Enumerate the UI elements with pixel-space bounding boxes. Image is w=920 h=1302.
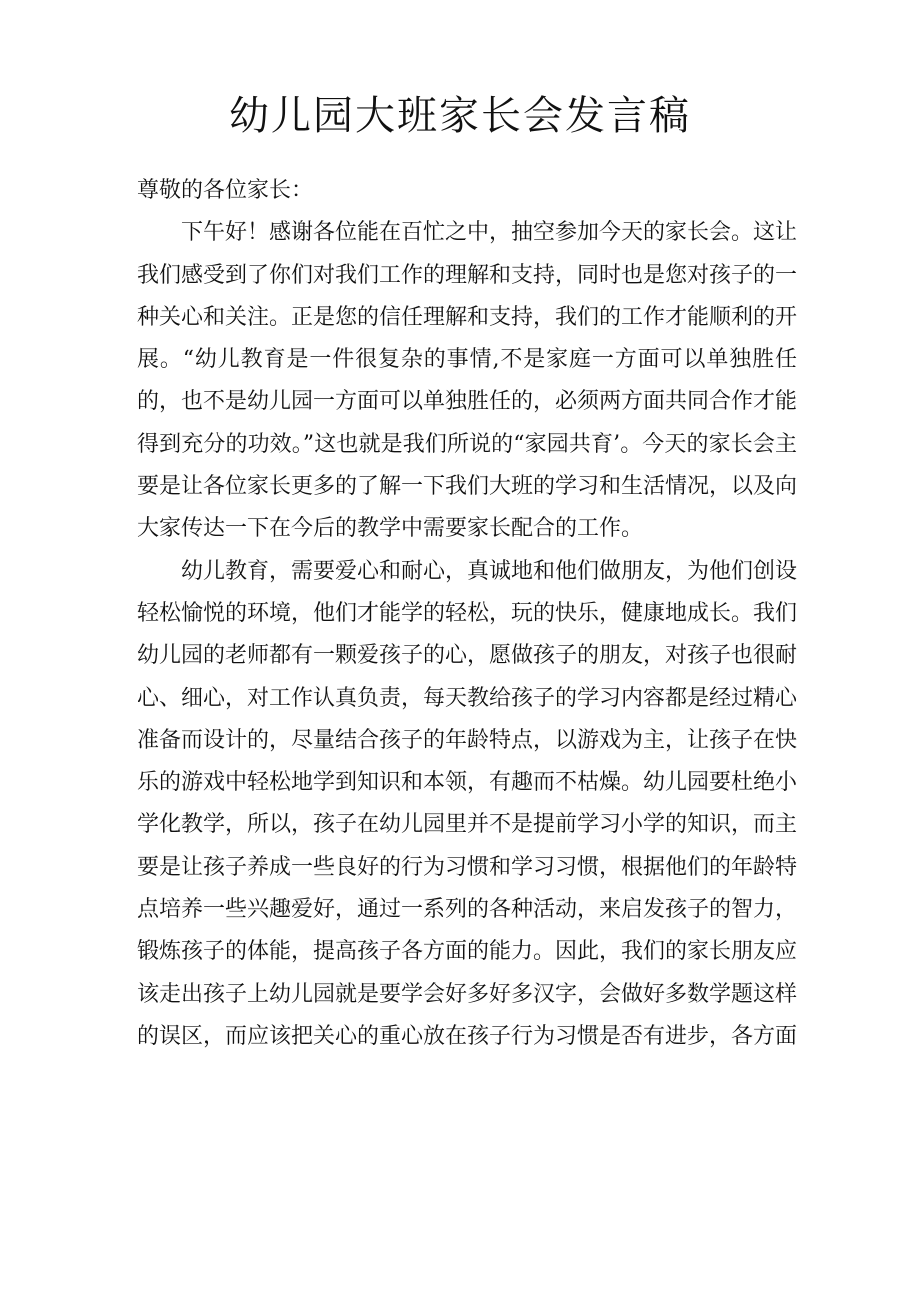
salutation: 尊敬的各位家长： — [137, 178, 314, 203]
document-title: 幼儿园大班家长会发言稿 — [229, 93, 691, 139]
paragraph-2: 幼儿教育，需要爱心和耐心，真诚地和他们做朋友，为他们创设轻松愉悦的环境，他们才能学的轻松，玩的快乐，健康地成长。我们幼儿园的老师都有一颗爱孩子的心，愿做孩子的朋友，对孩子也很耐心、细心，对工作认真负责，每天教给孩子的学习内容都是经过精心准备而设计的，尽量结合孩子的年龄特点，以游戏为主，让孩子在快乐的游戏中轻松地学到知识和本领，有趣而不枯燥。幼儿园要杜绝小学化教学，所以，孩子在幼儿园里并不是提前学习小学的知识，而主要是让孩子养成一些良好的行为习惯和学习习惯，根据他们的年龄特点培养一些兴趣爱好，通过一系列的各种活动，来启发孩子的智力，锻炼孩子的体能，提高孩子各方面的能力。因此，我们的家长朋友应该走出孩子上幼儿园就是要学会好多好多汉字，会做好多数学题这样的误区，而应该把关心的重心放在孩子行为习惯是否有进步，各方面 — [137, 558, 798, 1049]
document-body — [137, 170, 797, 1058]
paragraph-1: 下午好！感谢各位能在百忙之中，抽空参加今天的家长会。这让我们感受到了你们对我们工作的理解和支持，同时也是您对孩子的一种关心和关注。正是您的信任理解和支持，我们的工作才能顺利的开展。“幼儿教育是一件很复杂的事情,不是家庭一方面可以单独胜任的，也不是幼儿园一方面可以单独胜任的，必须两方面共同合作才能得到充分的功效。”这也就是我们所说的“家园共育’。今天的家长会主要是让各位家长更多的了解一下我们大班的学习和生活情况，以及向大家传达一下在今后的教学中需要家长配合的工作。 — [137, 220, 798, 542]
